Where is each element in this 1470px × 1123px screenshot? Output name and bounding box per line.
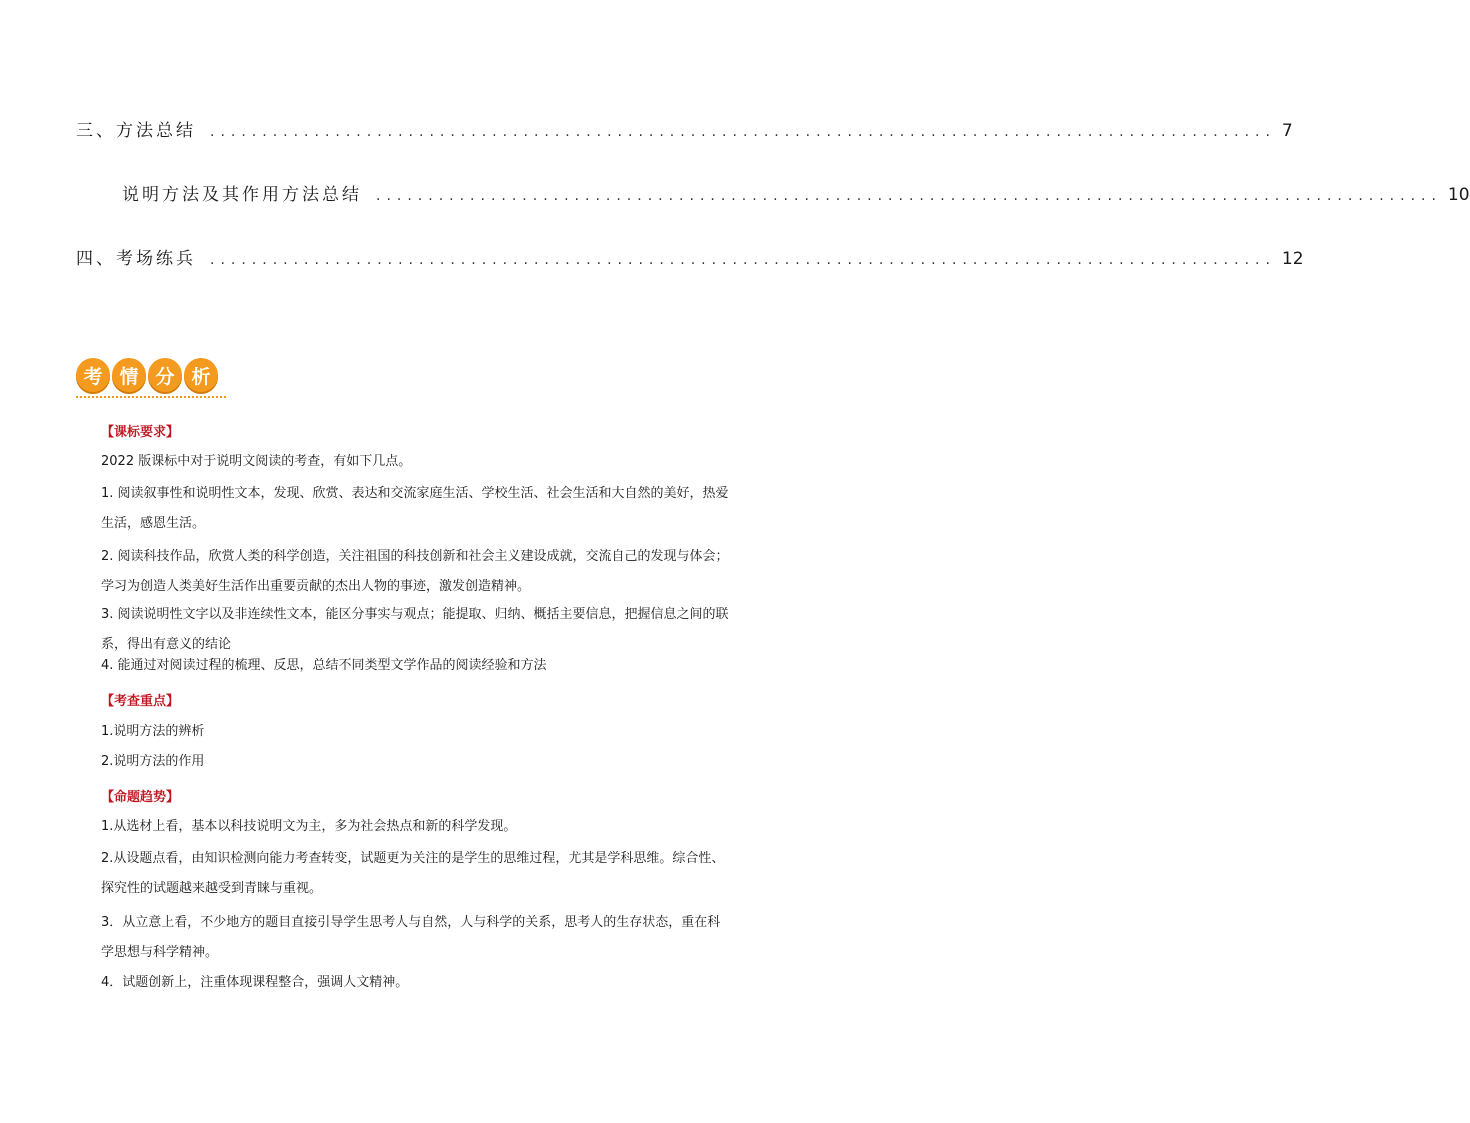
- toc-entry-explanation-methods[interactable]: [122, 180, 1470, 205]
- course-req-item-1: 1. 阅读叙事性和说明性文本，发现、欣赏、表达和交流家庭生活、学校生活、社会生活和大自然的美好，热爱生活，感恩生活。: [101, 486, 729, 531]
- badge-underline: [76, 396, 226, 398]
- badge-char: 分: [148, 358, 182, 392]
- badge-char: 析: [184, 358, 218, 392]
- toc-leader-dots: ......................................................................................................: [210, 124, 1276, 140]
- section-badge: [76, 358, 218, 392]
- course-req-item-4: 4. 能通过对阅读过程的梳理、反思，总结不同类型文学作品的阅读经验和方法: [101, 658, 547, 673]
- toc-page-number: 10: [1447, 185, 1470, 205]
- course-req-item-2: 2. 阅读科技作品，欣赏人类的科学创造，关注祖国的科技创新和社会主义建设成就，交流自己的发现与体会；学习为创造人类美好生活作出重要贡献的杰出人物的事迹，激发创造精神。: [101, 549, 729, 594]
- toc-entry-method-summary[interactable]: [76, 116, 1293, 141]
- key-point-item-2: 2.说明方法的作用: [101, 754, 205, 769]
- trend-item-3: 3．从立意上看，不少地方的题目直接引导学生思考人与自然，人与科学的关系，思考人的生存状态，重在科学思想与科学精神。: [101, 915, 721, 960]
- toc-leader-dots: ......................................................................................................: [376, 188, 1442, 204]
- toc-leader-dots: ......................................................................................................: [210, 252, 1276, 268]
- course-req-item-3: 3. 阅读说明性文字以及非连续性文本，能区分事实与观点；能提取、归纳、概括主要信息，把握信息之间的联系，得出有意义的结论: [101, 607, 729, 652]
- toc-page-number: 7: [1281, 121, 1293, 141]
- badge-char: 考: [76, 358, 110, 392]
- toc-title: 四、考场练兵: [76, 249, 196, 269]
- trend-item-4: 4．试题创新上，注重体现课程整合，强调人文精神。: [101, 975, 409, 990]
- badge-char: 情: [112, 358, 146, 392]
- toc-page-number: 12: [1281, 249, 1304, 269]
- toc-title: 说明方法及其作用方法总结: [122, 185, 362, 205]
- trend-item-1: 1.从选材上看，基本以科技说明文为主，多为社会热点和新的科学发现。: [101, 819, 517, 834]
- toc-entry-exam-practice[interactable]: [76, 244, 1304, 269]
- trend-item-2: 2.从设题点看，由知识检测向能力考查转变，试题更为关注的是学生的思维过程，尤其是学科思维。综合性、探究性的试题越来越受到青睐与重视。: [101, 851, 725, 896]
- course-req-intro: 2022 版课标中对于说明文阅读的考查，有如下几点。: [101, 454, 412, 469]
- key-points-heading: 【考查重点】: [101, 694, 180, 709]
- toc-title: 三、方法总结: [76, 121, 196, 141]
- course-req-heading: 【课标要求】: [101, 425, 180, 440]
- trends-heading: 【命题趋势】: [101, 790, 180, 805]
- key-point-item-1: 1.说明方法的辨析: [101, 724, 205, 739]
